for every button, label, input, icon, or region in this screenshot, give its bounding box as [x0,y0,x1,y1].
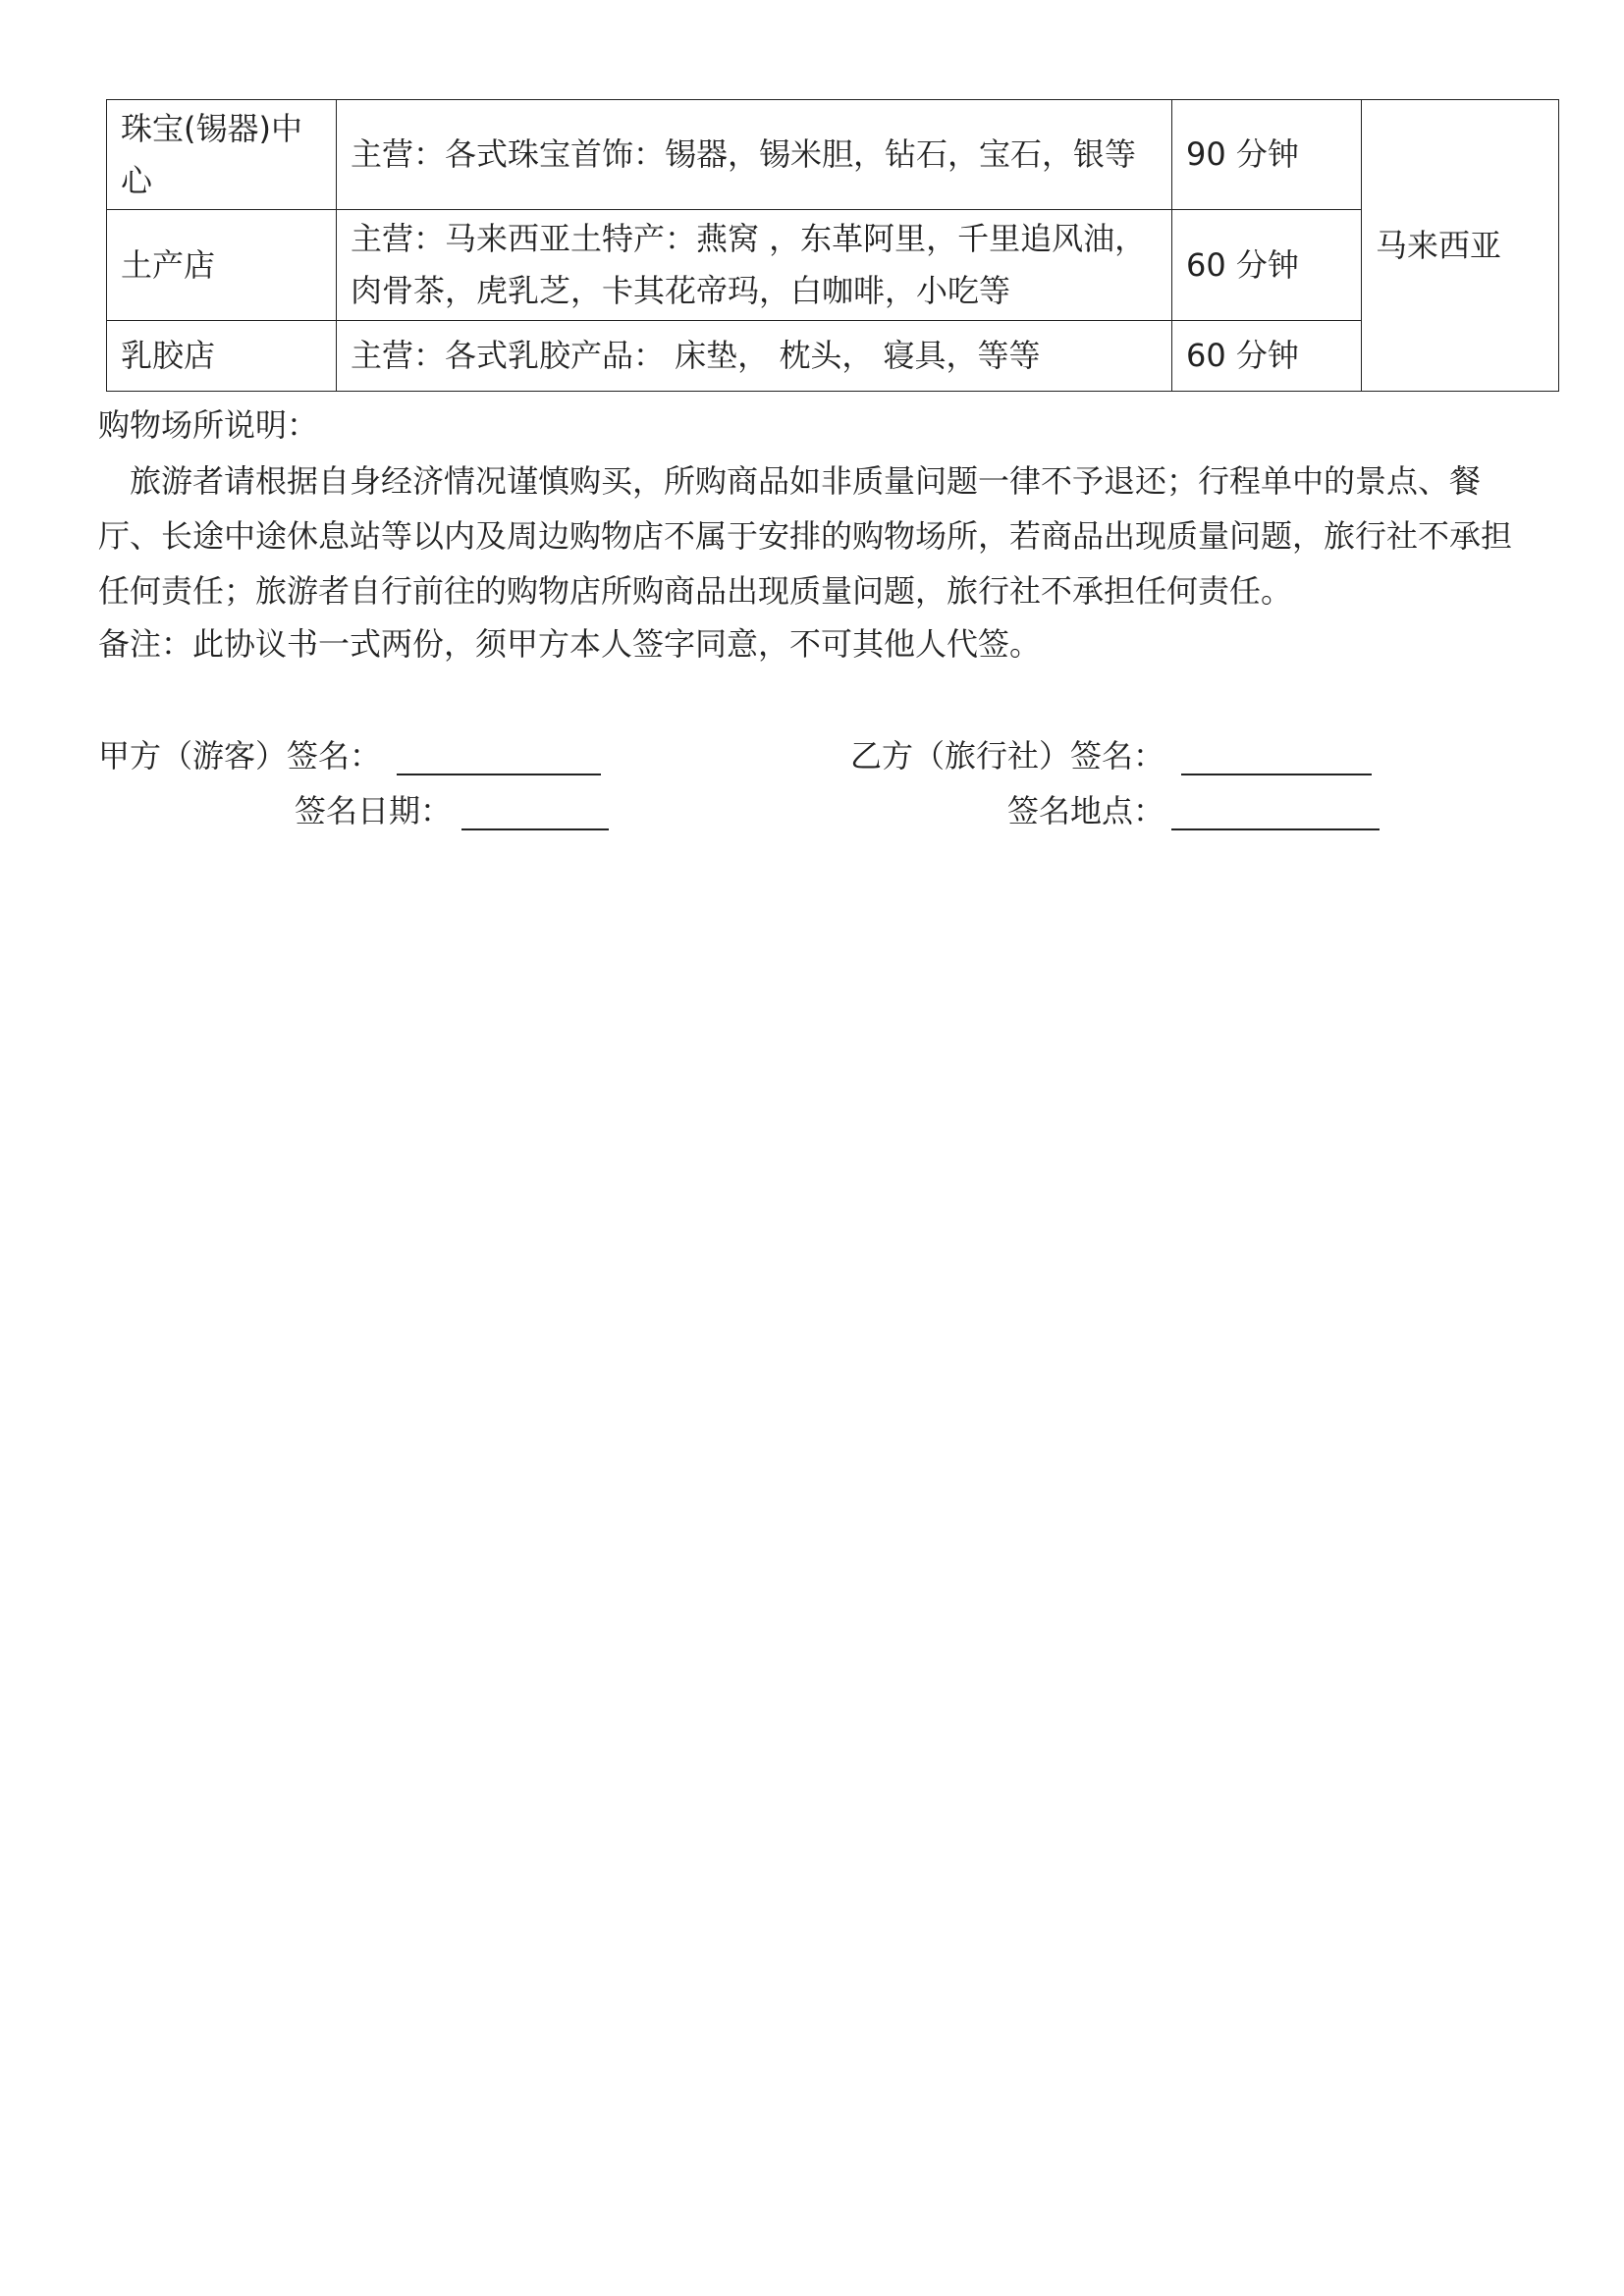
shop-description-cell: 主营：各式乳胶产品： 床垫， 枕头， 寝具，等等 [337,321,1172,392]
party-b-signature-line[interactable] [1181,774,1372,775]
shopping-notes-title: 购物场所说明： [98,406,319,444]
party-b-place-label: 签名地点： [1007,792,1165,829]
party-b-signature-label: 乙方（旅行社）签名： [850,737,1165,774]
shop-region-cell: 马来西亚 [1362,100,1559,392]
remark-text: 备注：此协议书一式两份，须甲方本人签字同意，不可其他人代签。 [98,625,1042,663]
shopping-table [106,99,1559,392]
party-a-date-label: 签名日期： [295,792,453,829]
party-a-signature-line[interactable] [397,774,601,775]
party-b-place-line[interactable] [1171,828,1380,830]
party-a-date-line[interactable] [461,828,609,830]
shop-name-cell: 乳胶店 [107,321,337,392]
table-row [107,321,1559,392]
shopping-notes-body: 旅游者请根据自身经济情况谨慎购买，所购商品如非质量问题一律不予退还；行程单中的景点、餐厅、长途中途休息站等以内及周边购物店不属于安排的购物场所，若商品出现质量问题，旅行社不承担任何责任；旅游者自行前往的购物店所购商品出现质量问题，旅行社不承担任何责任。 [98,462,1513,610]
shop-description-cell: 主营：马来西亚土特产：燕窝 ，东革阿里，千里追风油，肉骨茶，虎乳芝，卡其花帝玛，白咖啡，小吃等 [337,210,1172,321]
table-row [107,210,1559,321]
party-a-signature-label: 甲方（游客）签名： [98,737,382,774]
shop-name-cell: 土产店 [107,210,337,321]
shop-description-cell: 主营：各式珠宝首饰：锡器，锡米胆，钻石，宝石，银等 [337,100,1172,210]
shop-duration-cell: 90 分钟 [1172,100,1362,210]
table-row [107,100,1559,210]
shop-duration-cell: 60 分钟 [1172,210,1362,321]
shop-name-cell: 珠宝(锡器)中心 [107,100,337,210]
shop-duration-cell: 60 分钟 [1172,321,1362,392]
